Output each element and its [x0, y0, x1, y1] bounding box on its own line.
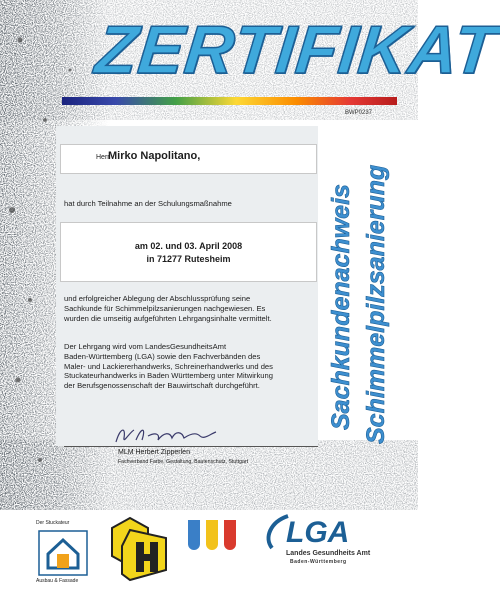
- lga-region: Baden-Württemberg: [290, 559, 347, 565]
- maler-paint-icon: [186, 518, 240, 554]
- certificate-code: BWP0237: [345, 110, 373, 116]
- lga-name: Landes Gesundheits Amt: [286, 550, 371, 557]
- rainbow-bar: [62, 97, 397, 105]
- stuckateur-logo-bottom: Ausbau & Fassade: [36, 578, 79, 584]
- salutation: Herr: [96, 154, 110, 161]
- paragraph-line: Baden-Württemberg (LGA) sowie den Fachverbänden des: [64, 351, 261, 361]
- date-line: am 02. und 03. April 2008: [134, 241, 243, 251]
- place-line: in 71277 Rutesheim: [146, 254, 231, 264]
- paragraph-line: Sachkunde für Schimmelpilzsanierungen nachgewiesen. Es: [64, 303, 266, 313]
- exam-paragraph: [64, 294, 314, 323]
- vertical-title-sachkundenachweis: Sachkundenachweis: [327, 184, 355, 430]
- participation-line: hat durch Teilnahme an der Schulungsmaßnahme: [64, 199, 232, 208]
- handwritten-signature: [112, 422, 222, 448]
- recipient-name: Mirko Napolitano,: [108, 150, 201, 162]
- lga-mark: LGA: [286, 516, 350, 549]
- signatory-affiliation: Fachverband Farbe, Gestaltung, Bautenschutz, Stuttgart: [118, 459, 249, 465]
- schreiner-emblem-icon: [110, 516, 168, 582]
- signature-line: [64, 446, 318, 447]
- certificate-title: ZERTIFIKAT: [92, 12, 500, 88]
- paragraph-line: der Berufsgenossenschaft der Bauwirtschaft durchgeführt.: [64, 381, 260, 391]
- paragraph-line: Stuckateurhandwerks in Baden Württemberg unter Mitwirkung: [64, 371, 273, 381]
- paragraph-line: Der Lehrgang wird vom LandesGesundheitsAmt: [64, 342, 227, 351]
- signatory-name: MLM Herbert Zipperlen: [118, 449, 190, 456]
- paragraph-line: wurden die umseitig aufgeführten Lehrgangsinhalte vermittelt.: [64, 313, 272, 323]
- course-paragraph: [64, 342, 314, 391]
- content-panel: [56, 126, 318, 446]
- date-box: [60, 222, 317, 282]
- stuckateur-logo-top: Der Stuckateur: [36, 520, 70, 526]
- stuckateur-house-icon: [38, 530, 88, 576]
- vertical-title-schimmelpilzsanierung: Schimmelpilzsanierung: [362, 164, 390, 444]
- paragraph-line: Maler- und Lackiererhandwerks, Schreinerhandwerks und des: [64, 361, 273, 371]
- paragraph-line: und erfolgreicher Ablegung der Abschlussprüfung seine: [64, 294, 251, 303]
